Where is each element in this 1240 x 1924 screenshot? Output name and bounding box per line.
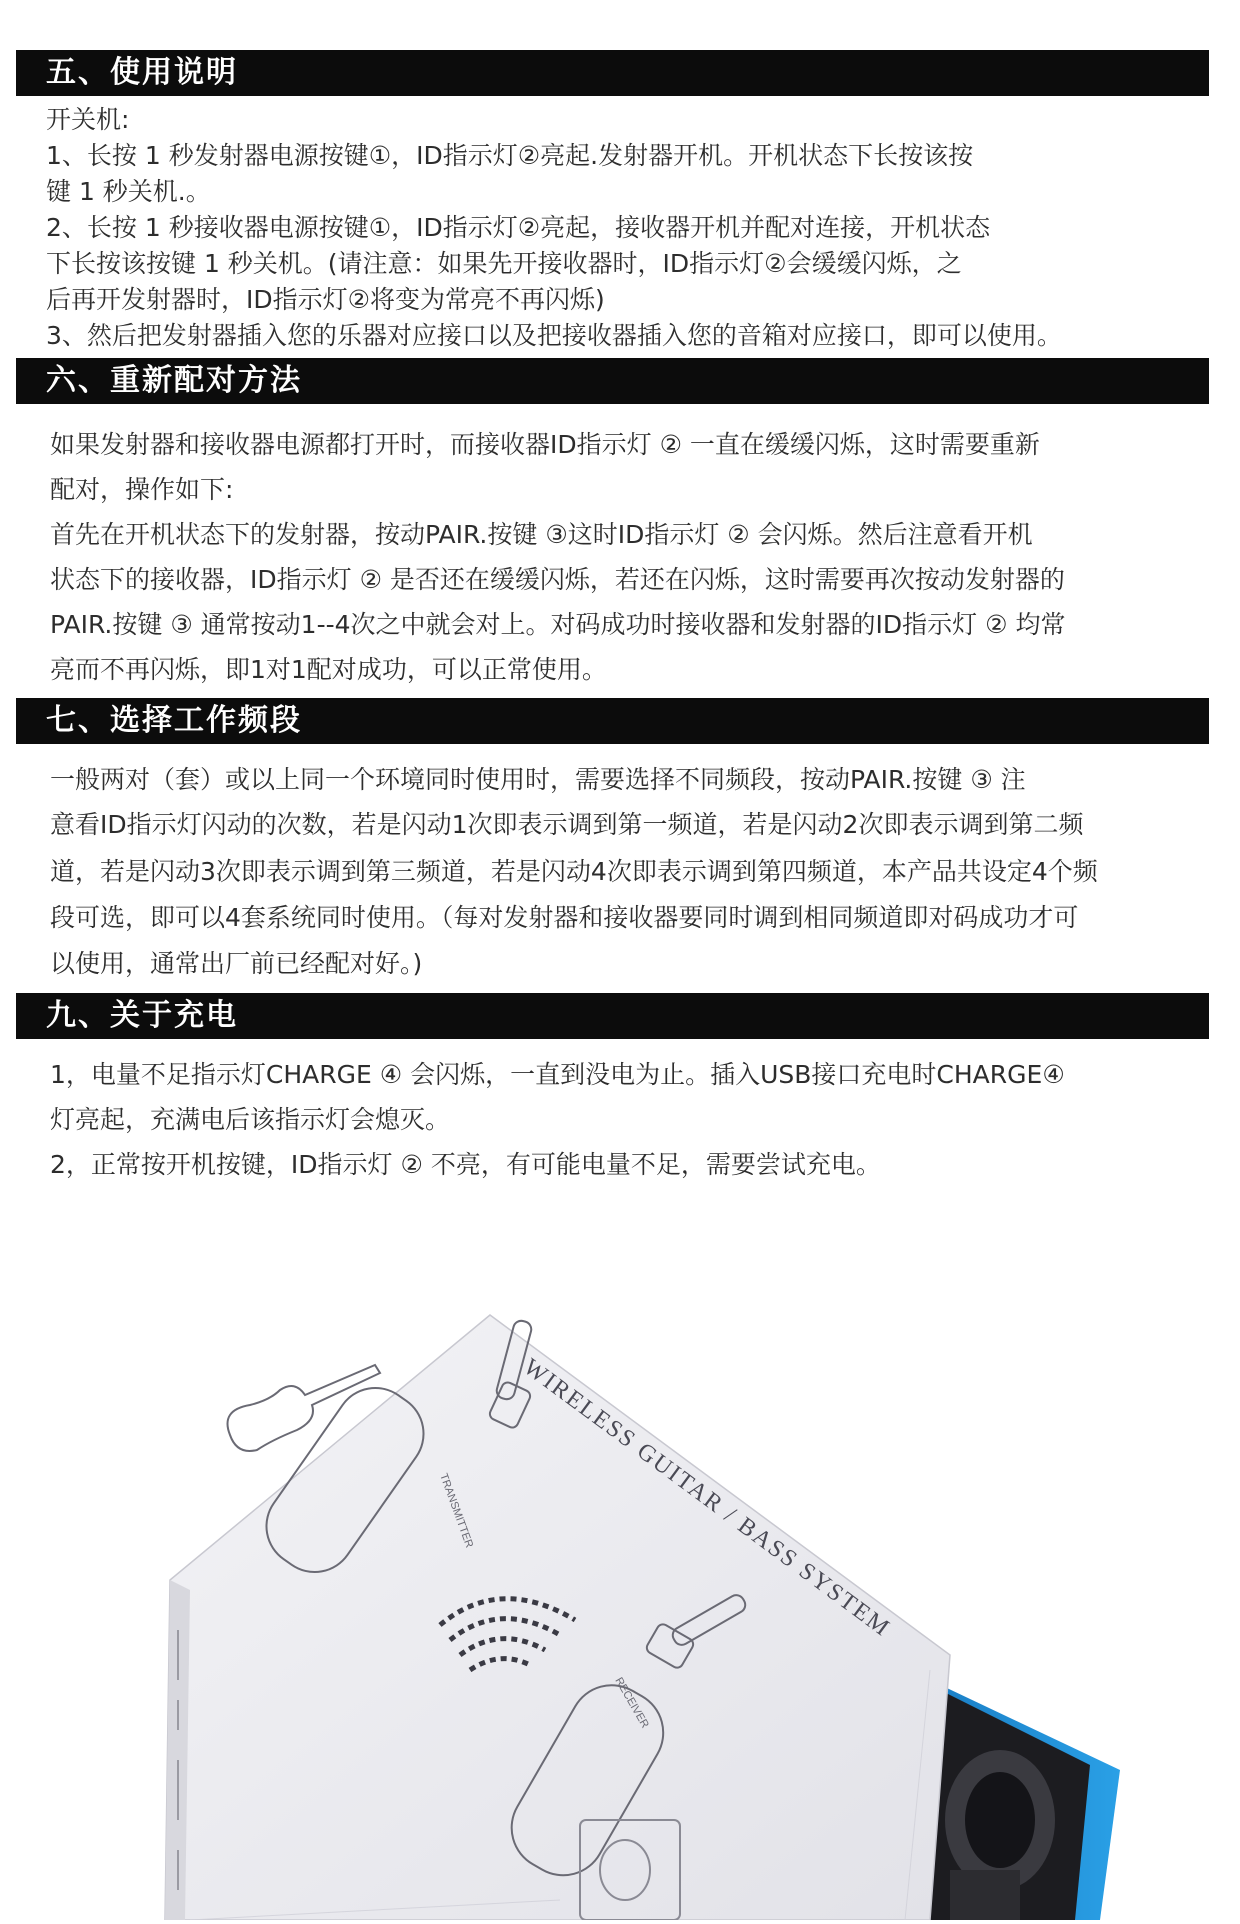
product-photo [0, 1260, 1240, 1920]
section-6-line-3: 首先在开机状态下的发射器，按动PAIR.按键 ③这时ID指示灯 ② 会闪烁。然后注意看开机 [50, 520, 1033, 549]
section-5-line-5: 后再开发射器时，ID指示灯②将变为常亮不再闪烁) [46, 285, 605, 314]
section-5-title: 五、使用说明 [46, 55, 238, 90]
section-5-line-2: 键 1 秒关机.。 [46, 177, 211, 206]
section-7-line-5: 以使用，通常出厂前已经配对好。) [50, 949, 423, 978]
receiver-label: RECEIVER [612, 1675, 651, 1731]
section-5-header [16, 50, 1209, 96]
section-7-header [16, 698, 1209, 744]
section-5-line-3: 2、长按 1 秒接收器电源按键①，ID指示灯②亮起，接收器开机并配对连接，开机状态 [46, 213, 991, 242]
section-7-line-1: 一般两对（套）或以上同一个环境同时使用时，需要选择不同频段，按动PAIR.按键 ③ 注 [50, 765, 1026, 794]
section-6-line-2: 配对，操作如下: [50, 475, 234, 504]
section-9-line-1: 1，电量不足指示灯CHARGE ④ 会闪烁，一直到没电为止。插入USB接口充电时CHARGE④ [50, 1060, 1065, 1089]
section-7-line-4: 段可选，即可以4套系统同时使用。（每对发射器和接收器要同时调到相同频道即对码成功才可 [50, 903, 1079, 932]
section-6-header [16, 358, 1209, 404]
section-7-line-3: 道，若是闪动3次即表示调到第三频道，若是闪动4次即表示调到第四频道，本产品共设定4个频 [50, 857, 1098, 886]
section-9-line-2: 灯亮起，充满电后该指示灯会熄灭。 [50, 1105, 451, 1134]
section-6-line-1: 如果发射器和接收器电源都打开时，而接收器ID指示灯 ② 一直在缓缓闪烁，这时需要重新 [50, 430, 1040, 459]
section-7-title: 七、选择工作频段 [46, 703, 302, 738]
section-5-subtitle: 开关机: [46, 105, 130, 134]
section-5-line-4: 下长按该按键 1 秒关机。(请注意：如果先开接收器时，ID指示灯②会缓缓闪烁，之 [46, 249, 962, 278]
box-title: WIRELESS GUITAR / BASS SYSTEM [518, 1353, 896, 1643]
section-6-line-4: 状态下的接收器，ID指示灯 ② 是否还在缓缓闪烁，若还在闪烁，这时需要再次按动发射器的 [50, 565, 1065, 594]
section-6-line-6: 亮而不再闪烁，即1对1配对成功，可以正常使用。 [50, 655, 607, 684]
section-9-header [16, 993, 1209, 1039]
box-lid [165, 1315, 950, 1920]
section-7-line-2: 意看ID指示灯闪动的次数，若是闪动1次即表示调到第一频道，若是闪动2次即表示调到第二频 [50, 810, 1084, 839]
section-5-line-6: 3、然后把发射器插入您的乐器对应接口以及把接收器插入您的音箱对应接口，即可以使用。 [46, 321, 1062, 350]
transmitter-label: TRANSMITTER [437, 1471, 476, 1550]
section-6-line-5: PAIR.按键 ③ 通常按动1--4次之中就会对上。对码成功时接收器和发射器的ID指示灯 ② 均常 [50, 610, 1066, 639]
section-9-title: 九、关于充电 [46, 998, 238, 1033]
section-9-line-3: 2，正常按开机按键，ID指示灯 ② 不亮，有可能电量不足，需要尝试充电。 [50, 1150, 881, 1179]
section-5-line-1: 1、长按 1 秒发射器电源按键①，ID指示灯②亮起.发射器开机。开机状态下长按该按 [46, 141, 974, 170]
section-6-title: 六、重新配对方法 [46, 363, 302, 398]
